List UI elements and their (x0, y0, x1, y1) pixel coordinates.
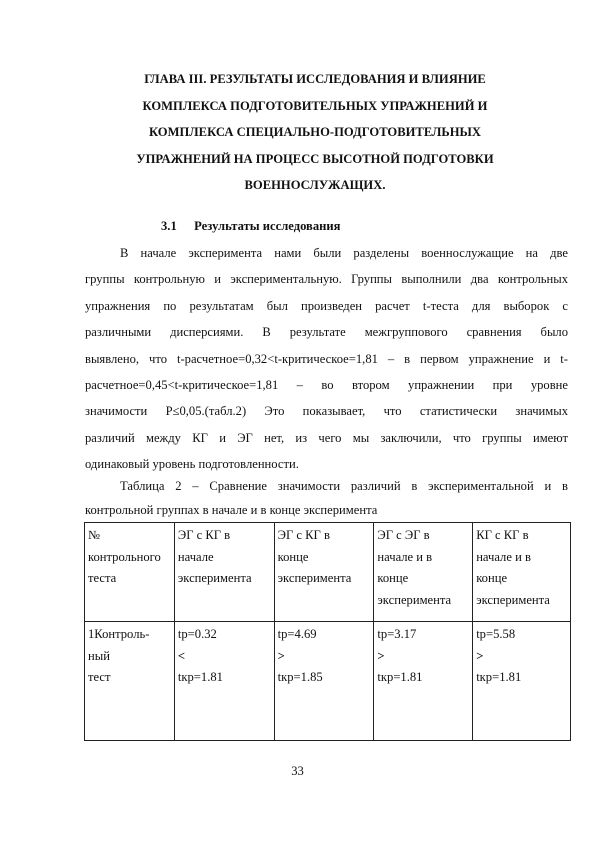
paragraph-line: упражнения по результатам был произведен расчет t-теста для выборок с (85, 298, 568, 313)
table-header-cell (174, 523, 274, 622)
section-number: 3.1 (161, 219, 177, 233)
table-cell (174, 622, 274, 741)
chapter-heading (120, 66, 510, 199)
cell-line: tр=0.32 (177, 627, 217, 641)
paragraph-line: различий между КГ и ЭГ нет, из чего мы заключили, что группы имеют (85, 430, 568, 445)
header-line: конце (377, 571, 409, 585)
table-cell (274, 622, 374, 741)
header-line: начале (177, 549, 214, 564)
header-line: эксперимента (277, 571, 352, 585)
table-cell (374, 622, 473, 741)
table-header-cell (374, 523, 473, 622)
cell-line: tкр=1.81 (177, 670, 223, 684)
header-line: теста (88, 571, 117, 585)
cell-line: tкр=1.81 (377, 670, 423, 684)
table-header-cell (85, 523, 175, 622)
cell-line: > (277, 648, 285, 663)
section-title: Результаты исследования (194, 219, 341, 233)
cell-line: тест (88, 670, 111, 684)
cell-line: tр=3.17 (377, 627, 417, 641)
cell-line: > (476, 648, 484, 663)
table-header-row (85, 523, 571, 622)
table-caption-line: контрольной группах в начале и в конце эксперимента (85, 503, 378, 517)
header-line: № (88, 528, 101, 542)
table-row (85, 622, 571, 741)
cell-line: < (177, 648, 186, 663)
paragraph-line: значимости P≤0,05.(табл.2) Это показывает, что статистически значимых (85, 404, 568, 419)
cell-line: tкр=1.85 (277, 670, 323, 684)
header-line: эксперимента (476, 592, 550, 607)
cell-line: ный (88, 648, 110, 663)
header-line: КГ с КГ в (476, 528, 529, 542)
header-line: начале и в (476, 549, 531, 564)
chapter-heading-line: УПРАЖНЕНИЙ НА ПРОЦЕСС ВЫСОТНОЙ ПОДГОТОВКИ (136, 151, 494, 166)
cell-line: tр=5.58 (476, 627, 516, 641)
paragraph-line: различными дисперсиями. В результате межгруппового сравнения было (85, 325, 568, 340)
header-line: ЭГ с КГ в (277, 528, 330, 542)
section-heading (161, 219, 340, 234)
table-header-cell (473, 523, 571, 622)
table-cell (473, 622, 571, 741)
chapter-heading-line: ВОЕННОСЛУЖАЩИХ. (244, 178, 386, 192)
header-line: эксперимента (377, 592, 452, 607)
cell-line: > (377, 648, 385, 663)
paragraph-line: группы контрольную и экспериментальную. Группы выполнили два контрольных (85, 272, 568, 287)
header-line: ЭГ с КГ в (177, 528, 231, 542)
body-paragraph (85, 240, 568, 478)
chapter-heading-line: ГЛАВА III. РЕЗУЛЬТАТЫ ИССЛЕДОВАНИЯ И ВЛИЯНИЕ (144, 72, 486, 86)
cell-line: tр=4.69 (277, 627, 317, 641)
chapter-heading-line: КОМПЛЕКСА СПЕЦИАЛЬНО-ПОДГОТОВИТЕЛЬНЫХ (148, 125, 482, 139)
paragraph-line: одинаковый уровень подготовленности. (85, 457, 299, 472)
chapter-heading-line: КОМПЛЕКСА ПОДГОТОВИТЕЛЬНЫХ УПРАЖНЕНИЙ И (142, 98, 488, 113)
header-line: ЭГ с ЭГ в (377, 528, 430, 542)
comparison-table (84, 522, 571, 741)
table-header-cell (274, 523, 374, 622)
page-number: 33 (291, 764, 304, 778)
table-cell (85, 622, 175, 741)
paragraph-line: выявлено, что t-расчетное=0,32<t-критическое=1,81 – в первом упражнение и t- (85, 351, 568, 366)
header-line: конце (476, 571, 508, 585)
paragraph-line: В начале эксперимента нами были разделены военнослужащие на две (120, 246, 568, 260)
header-line: контрольного (88, 549, 161, 564)
table-caption (85, 474, 568, 522)
cell-line: 1Контроль- (88, 627, 150, 641)
cell-line: tкр=1.81 (476, 670, 522, 684)
paragraph-line: расчетное=0,45<t-критическое=1,81 – во втором упражнении при уровне (85, 377, 568, 392)
header-line: начале и в (377, 549, 433, 564)
table-caption-line: Таблица 2 – Сравнение значимости различий в экспериментальной и в (120, 479, 568, 493)
header-line: эксперимента (177, 571, 252, 585)
header-line: конце (277, 549, 309, 564)
